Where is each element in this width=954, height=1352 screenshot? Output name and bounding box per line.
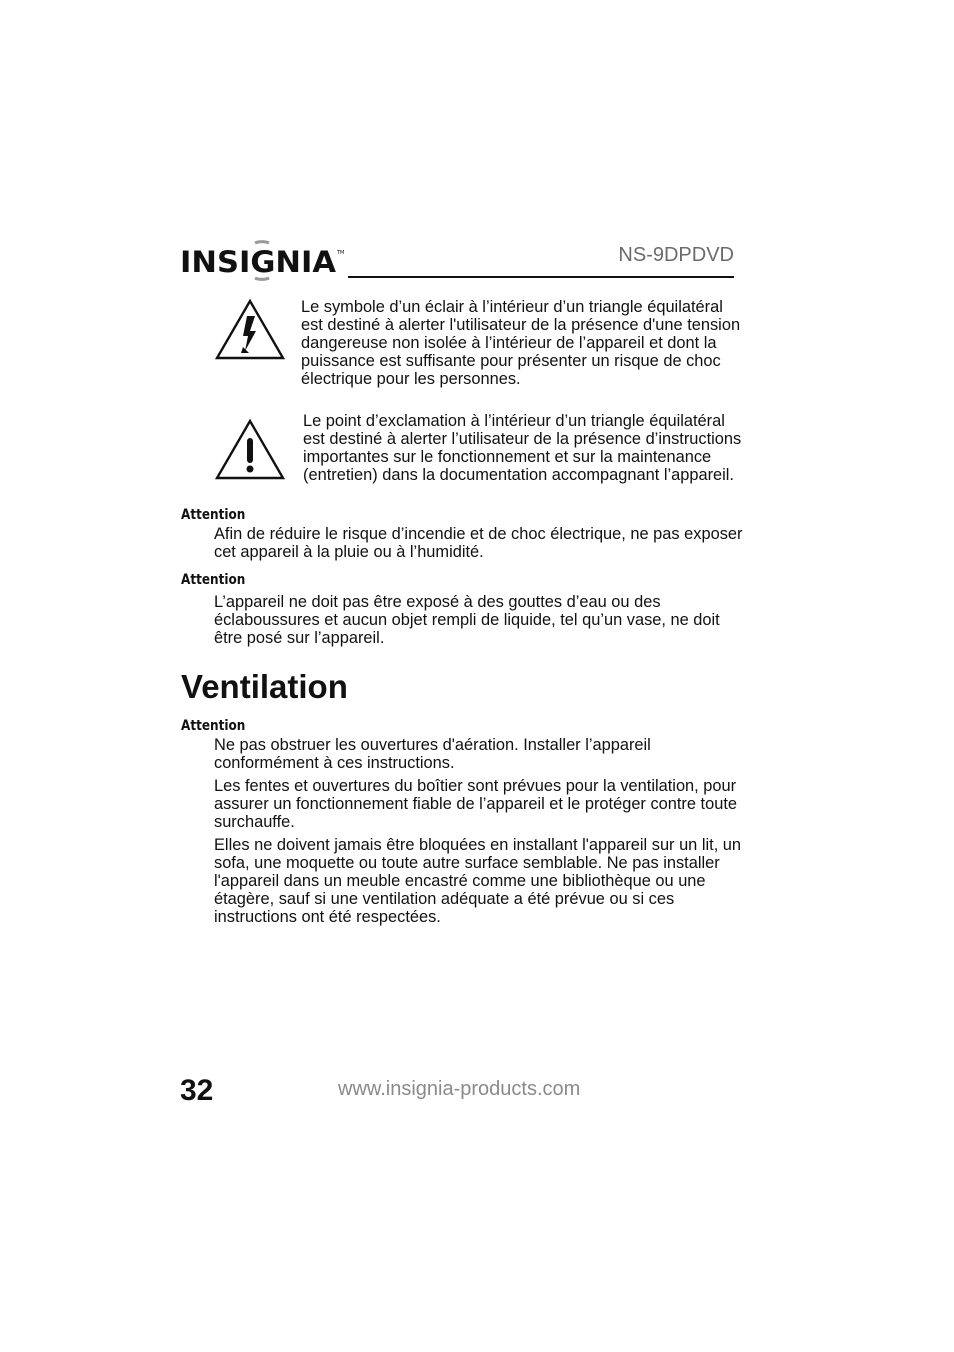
ventilation-paragraph: Ne pas obstruer les ouvertures d'aération. Installer l’appareil conformément à ces instructions. [214, 736, 651, 772]
brand-logo-text: INSIGNIA [180, 245, 337, 279]
caution-text: L’appareil ne doit pas être exposé à des gouttes d’eau ou des éclaboussures et aucun objet rempli de liquide, tel qu’un vase, ne doit être posé sur l’appareil. [214, 593, 720, 647]
model-number: NS-9DPDVD [618, 244, 734, 266]
lightning-symbol-description: Le symbole d’un éclair à l’intérieur d’un triangle équilatéral est destiné à alerter l'utilisateur de la présence d'une tension dangereuse non isolée à l’intérieur de l’appareil et dont la puissance est suffisante pour présenter un risque de choc électrique pour les personnes. [301, 298, 741, 388]
website-url: www.insignia-products.com [338, 1078, 581, 1100]
svg-text:TM: TM [337, 250, 345, 256]
exclamation-symbol-description: Le point d’exclamation à l’intérieur d’un triangle équilatéral est destiné à alerter l’utilisateur de la présence d’instructions importantes sur le fonctionnement et sur la maintenance (entretien) dans la documentation accompagnant l’appareil. [303, 412, 742, 484]
header-rule [348, 276, 734, 278]
ventilation-paragraph: Elles ne doivent jamais être bloquées en installant l'appareil sur un lit, un sofa, une moquette ou toute autre surface semblable. Ne pas installer l'appareil dans un meuble encastré comme une bibliothèque ou une étagère, sauf si une ventilation adéquate a été prévue ou si ces instructions ont été respectées. [214, 836, 742, 926]
ventilation-caution-label: Attention [181, 718, 246, 734]
section-heading-ventilation: Ventilation [181, 668, 348, 705]
ventilation-paragraph: Les fentes et ouvertures du boîtier sont prévues pour la ventilation, pour assurer un fonctionnement fiable de l’appareil et le protéger contre toute surchauffe. [214, 777, 738, 831]
caution-text: Afin de réduire le risque d’incendie et de choc électrique, ne pas exposer cet appareil à la pluie ou à l’humidité. [214, 525, 743, 561]
caution-label: Attention [181, 572, 246, 588]
exclamation-warning-icon [214, 418, 286, 480]
insignia-logo [180, 236, 345, 282]
caution-label: Attention [181, 507, 246, 523]
page-number: 32 [180, 1074, 214, 1107]
lightning-warning-icon [214, 298, 286, 360]
